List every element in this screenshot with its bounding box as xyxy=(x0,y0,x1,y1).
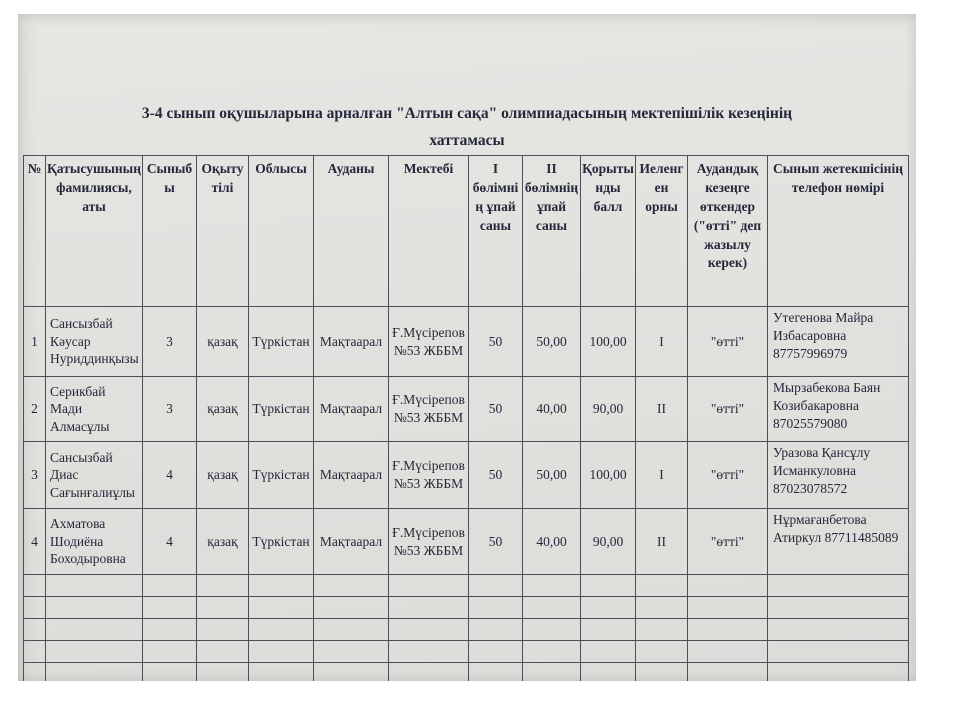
empty-row xyxy=(24,641,909,663)
table-cell: "өтті" xyxy=(688,442,768,509)
table-cell: Ғ.Мүсірепов №53 ЖББМ xyxy=(389,442,469,509)
empty-cell xyxy=(249,597,314,619)
table-cell: 50 xyxy=(469,509,523,575)
empty-cell xyxy=(636,641,688,663)
empty-row xyxy=(24,663,909,682)
table-cell: 4 xyxy=(143,509,197,575)
empty-cell xyxy=(688,663,768,682)
empty-cell xyxy=(636,663,688,682)
table-cell: Утегенова Майра Избасаровна 87757996979 xyxy=(768,307,909,377)
table-row xyxy=(24,307,909,377)
empty-cell xyxy=(469,663,523,682)
document-title-line2: хаттамасы xyxy=(429,132,505,150)
table-cell: 3 xyxy=(24,442,46,509)
empty-cell xyxy=(636,597,688,619)
table-cell: 90,00 xyxy=(581,377,636,442)
table-header-cell: Иеленген орны xyxy=(636,156,688,307)
table-header-cell: Сынып жетекшісінің телефон нөмірі xyxy=(768,156,909,307)
empty-cell xyxy=(46,575,143,597)
table-header-cell: Қатысушының фамилиясы, аты xyxy=(46,156,143,307)
empty-cell xyxy=(46,597,143,619)
table-cell: Серикбай Мади Алмасұлы xyxy=(46,377,143,442)
empty-cell xyxy=(24,663,46,682)
table-cell: "өтті" xyxy=(688,307,768,377)
empty-cell xyxy=(389,619,469,641)
table-header-cell: Қорытынды балл xyxy=(581,156,636,307)
empty-cell xyxy=(469,641,523,663)
table-cell: Ғ.Мүсірепов №53 ЖББМ xyxy=(389,307,469,377)
table-cell: 50 xyxy=(469,307,523,377)
empty-cell xyxy=(389,641,469,663)
empty-cell xyxy=(46,663,143,682)
table-cell: 50,00 xyxy=(523,307,581,377)
table-cell: 50 xyxy=(469,377,523,442)
table-cell: 90,00 xyxy=(581,509,636,575)
table-cell: қазақ xyxy=(197,442,249,509)
table-cell: 50,00 xyxy=(523,442,581,509)
table-cell: 100,00 xyxy=(581,442,636,509)
table-cell: Түркістан xyxy=(249,307,314,377)
table-cell: 40,00 xyxy=(523,509,581,575)
table-header-cell: Ауданы xyxy=(314,156,389,307)
empty-cell xyxy=(688,619,768,641)
empty-cell xyxy=(143,663,197,682)
empty-cell xyxy=(46,641,143,663)
table-cell: 3 xyxy=(143,377,197,442)
table-cell: Ғ.Мүсірепов №53 ЖББМ xyxy=(389,509,469,575)
empty-cell xyxy=(523,597,581,619)
table-cell: 4 xyxy=(143,442,197,509)
table-header-cell: Мектебі xyxy=(389,156,469,307)
document-photo xyxy=(18,14,916,681)
empty-cell xyxy=(143,619,197,641)
empty-cell xyxy=(523,619,581,641)
empty-cell xyxy=(249,641,314,663)
empty-cell xyxy=(249,663,314,682)
table-cell: қазақ xyxy=(197,377,249,442)
empty-cell xyxy=(688,641,768,663)
empty-cell xyxy=(197,663,249,682)
empty-cell xyxy=(688,597,768,619)
empty-cell xyxy=(636,619,688,641)
table-cell: 3 xyxy=(143,307,197,377)
table-cell: Мақтаарал xyxy=(314,307,389,377)
empty-cell xyxy=(197,619,249,641)
empty-cell xyxy=(314,663,389,682)
empty-cell xyxy=(469,619,523,641)
table-header-cell: Оқыту тілі xyxy=(197,156,249,307)
empty-row xyxy=(24,575,909,597)
table-cell: 4 xyxy=(24,509,46,575)
table-cell: қазақ xyxy=(197,307,249,377)
empty-cell xyxy=(197,575,249,597)
table-cell: Түркістан xyxy=(249,377,314,442)
empty-cell xyxy=(249,619,314,641)
empty-cell xyxy=(249,575,314,597)
table-cell: "өтті" xyxy=(688,377,768,442)
empty-cell xyxy=(768,663,909,682)
empty-cell xyxy=(46,619,143,641)
table-header-cell: I бөлімнің ұпай саны xyxy=(469,156,523,307)
empty-cell xyxy=(197,597,249,619)
table-cell: II xyxy=(636,377,688,442)
empty-row xyxy=(24,619,909,641)
empty-cell xyxy=(143,575,197,597)
table-cell: Нұрмағанбетова Атиркул 87711485089 xyxy=(768,509,909,575)
table-cell: Ахматова Шодиёна Боходыровна xyxy=(46,509,143,575)
empty-cell xyxy=(581,641,636,663)
table-row xyxy=(24,442,909,509)
table-header-cell: II бөлімнің ұпай саны xyxy=(523,156,581,307)
table-cell: II xyxy=(636,509,688,575)
table-cell: 2 xyxy=(24,377,46,442)
protocol-table-head xyxy=(24,156,909,307)
empty-cell xyxy=(469,575,523,597)
table-cell: Түркістан xyxy=(249,509,314,575)
empty-cell xyxy=(523,641,581,663)
empty-cell xyxy=(24,641,46,663)
empty-cell xyxy=(314,619,389,641)
empty-cell xyxy=(581,619,636,641)
table-cell: Сансызбай Кәусар Нуриддинқызы xyxy=(46,307,143,377)
empty-row xyxy=(24,597,909,619)
empty-cell xyxy=(581,663,636,682)
table-row xyxy=(24,509,909,575)
empty-cell xyxy=(389,575,469,597)
empty-cell xyxy=(581,575,636,597)
empty-cell xyxy=(314,597,389,619)
table-cell: Ғ.Мүсірепов №53 ЖББМ xyxy=(389,377,469,442)
table-header-cell: Облысы xyxy=(249,156,314,307)
empty-cell xyxy=(768,575,909,597)
table-cell: 100,00 xyxy=(581,307,636,377)
empty-cell xyxy=(523,575,581,597)
table-cell: 50 xyxy=(469,442,523,509)
table-header-row xyxy=(24,156,909,307)
protocol-table-body xyxy=(24,307,909,682)
table-row xyxy=(24,377,909,442)
table-header-cell: Аудандық кезеңге өткендер ("өтті" деп жазылу керек) xyxy=(688,156,768,307)
table-cell: Мақтаарал xyxy=(314,442,389,509)
table-header-cell: № xyxy=(24,156,46,307)
empty-cell xyxy=(768,597,909,619)
empty-cell xyxy=(314,641,389,663)
empty-cell xyxy=(143,641,197,663)
table-cell: I xyxy=(636,442,688,509)
table-cell: Уразова Қансұлу Исманкуловна 87023078572 xyxy=(768,442,909,509)
document-title xyxy=(48,100,886,154)
empty-cell xyxy=(768,619,909,641)
table-header-cell: Сыныбы xyxy=(143,156,197,307)
empty-cell xyxy=(469,597,523,619)
empty-cell xyxy=(314,575,389,597)
empty-cell xyxy=(24,597,46,619)
empty-cell xyxy=(688,575,768,597)
table-cell: Түркістан xyxy=(249,442,314,509)
protocol-table xyxy=(23,155,909,681)
empty-cell xyxy=(523,663,581,682)
table-cell: "өтті" xyxy=(688,509,768,575)
empty-cell xyxy=(24,575,46,597)
document-title-line1: 3-4 сынып оқушыларына арналған "Алтын сақа" олимпиадасының мектепішілік кезеңінің xyxy=(141,105,793,122)
empty-cell xyxy=(389,597,469,619)
empty-cell xyxy=(24,619,46,641)
table-cell: Мырзабекова Баян Козибакаровна 87025579080 xyxy=(768,377,909,442)
empty-cell xyxy=(768,641,909,663)
table-cell: қазақ xyxy=(197,509,249,575)
empty-cell xyxy=(197,641,249,663)
table-cell: I xyxy=(636,307,688,377)
table-cell: Мақтаарал xyxy=(314,377,389,442)
empty-cell xyxy=(581,597,636,619)
table-cell: Сансызбай Диас Сағынғалиұлы xyxy=(46,442,143,509)
table-cell: 1 xyxy=(24,307,46,377)
table-cell: Мақтаарал xyxy=(314,509,389,575)
empty-cell xyxy=(143,597,197,619)
table-cell: 40,00 xyxy=(523,377,581,442)
empty-cell xyxy=(636,575,688,597)
empty-cell xyxy=(389,663,469,682)
